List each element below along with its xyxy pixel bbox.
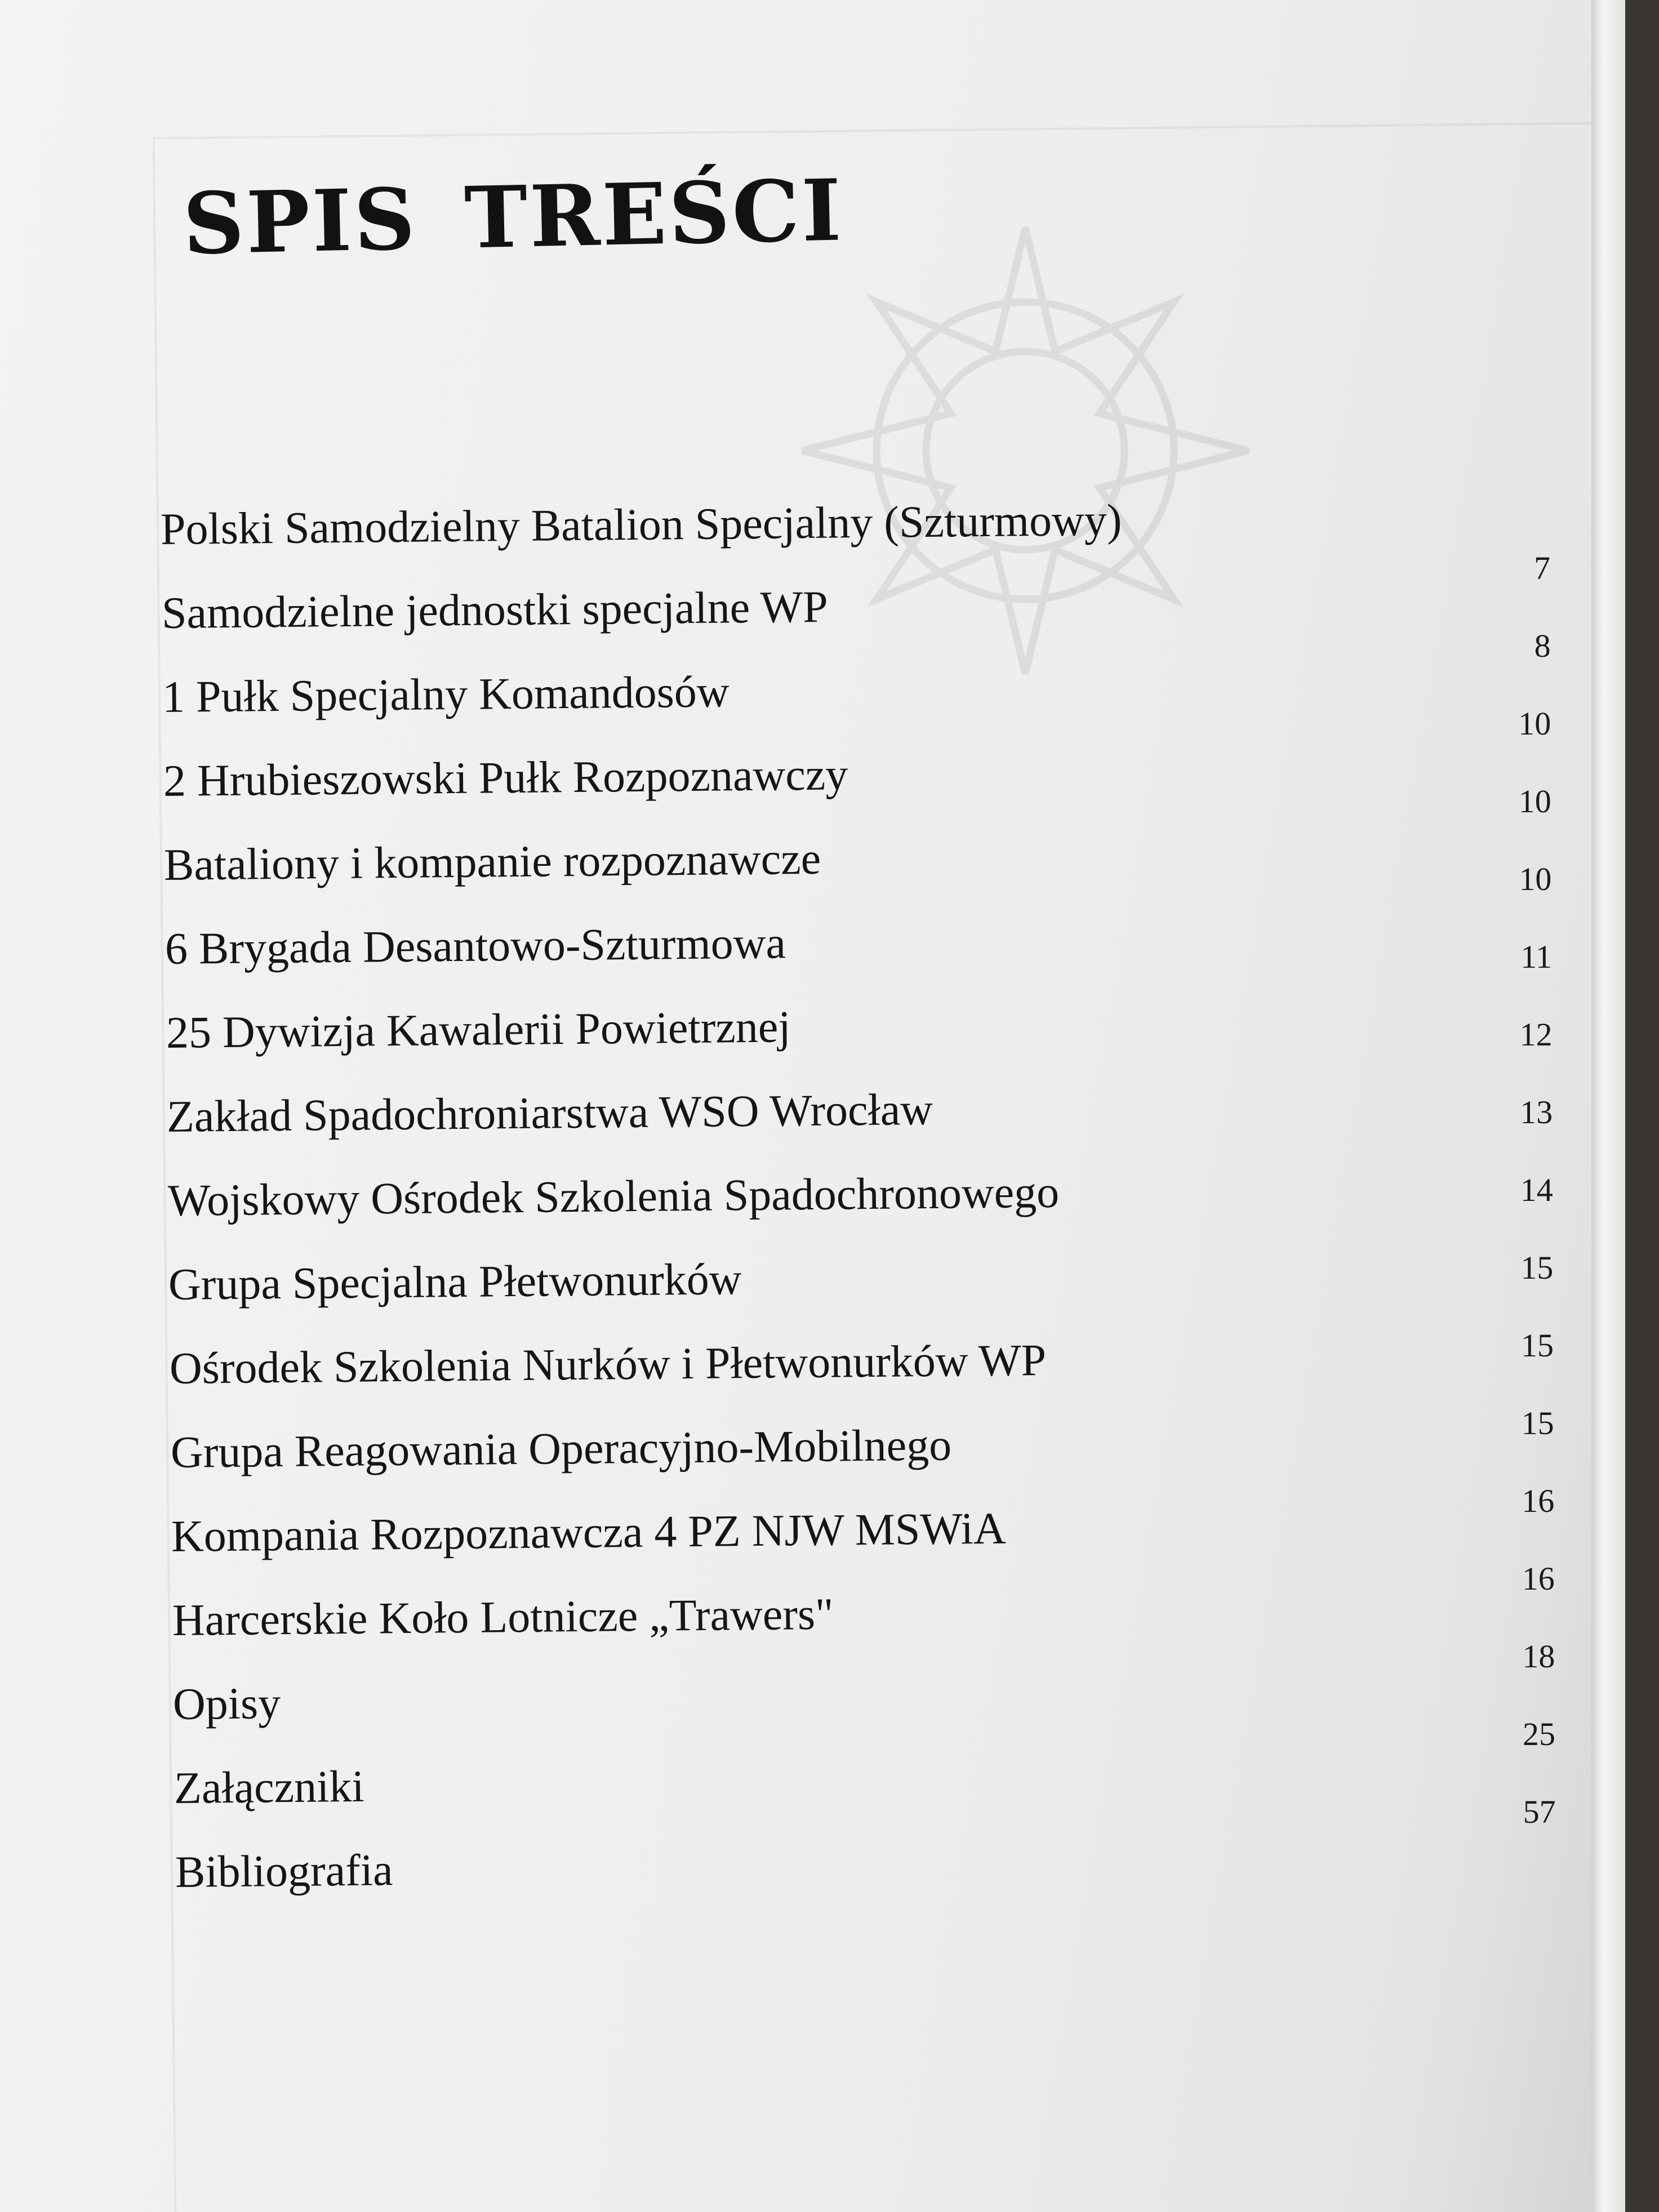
toc-entry-page-number: 15	[1521, 1405, 1554, 1441]
toc-entry-label: 25 Dywizja Kawalerii Powietrznej	[166, 1002, 791, 1058]
toc-entry-page-number: 11	[1520, 938, 1552, 975]
toc-entry-label: Kompania Rozpoznawcza 4 PZ NJW MSWiA	[171, 1503, 1007, 1561]
toc-entry-label: Harcerskie Koło Lotnicze „Trawers"	[172, 1589, 834, 1645]
toc-entry-label: Ośrodek Szkolenia Nurków i Płetwonurków WP	[169, 1336, 1047, 1394]
toc-entry-page-number: 8	[1534, 627, 1551, 664]
toc-entry-label: Grupa Reagowania Operacyjno-Mobilnego	[170, 1420, 952, 1477]
toc-entry-page-number: 57	[1523, 1793, 1556, 1830]
toc-entry-label: Samodzielne jednostki specjalne WP	[161, 582, 828, 638]
toc-entry-page-number: 13	[1520, 1094, 1553, 1131]
toc-entry-page-number: 18	[1522, 1638, 1555, 1675]
toc-entry-label: 6 Brygada Desantowo-Szturmowa	[164, 918, 786, 974]
toc-entry-label: Wojskowy Ośrodek Szkolenia Spadochronowego	[167, 1167, 1060, 1226]
toc-entry-label: Bataliony i kompanie rozpoznawcze	[163, 834, 821, 890]
toc-entry-label: Zakład Spadochroniarstwa WSO Wrocław	[166, 1084, 933, 1142]
toc-entry-label: 1 Pułk Specjalny Komandosów	[162, 667, 730, 722]
toc-entry-page-number: 16	[1522, 1483, 1555, 1519]
toc-entry-page-number: 10	[1518, 705, 1551, 742]
toc-entry-label: Grupa Specjalna Płetwonurków	[168, 1254, 742, 1310]
toc-entry-label: Bibliografia	[175, 1845, 393, 1897]
toc-entry-label: Opisy	[172, 1679, 281, 1729]
toc-entry-label: 2 Hrubieszowski Pułk Rozpoznawczy	[163, 750, 848, 806]
toc-entry-label: Polski Samodzielny Batalion Specjalny (Szturmowy)	[160, 495, 1122, 554]
toc-entry-page-number: 10	[1519, 861, 1552, 897]
toc-entry-page-number: 15	[1521, 1327, 1554, 1364]
toc-entry-page-number: 12	[1519, 1016, 1553, 1053]
toc-entry-page-number: 16	[1522, 1560, 1555, 1597]
page-title: SPIS TREŚCI	[182, 161, 844, 274]
toc-entry-page-number: 14	[1520, 1172, 1553, 1208]
toc-entry-page-number: 25	[1523, 1716, 1555, 1752]
toc-entry-page-number: 10	[1518, 783, 1551, 820]
eagle-emblem-watermark-icon	[777, 203, 1273, 698]
toc-entry-label: Załączniki	[174, 1761, 364, 1813]
toc-entry-page-number: 15	[1520, 1249, 1554, 1286]
toc-entry-page-number: 7	[1534, 550, 1550, 586]
page-edge	[1591, 0, 1625, 2212]
